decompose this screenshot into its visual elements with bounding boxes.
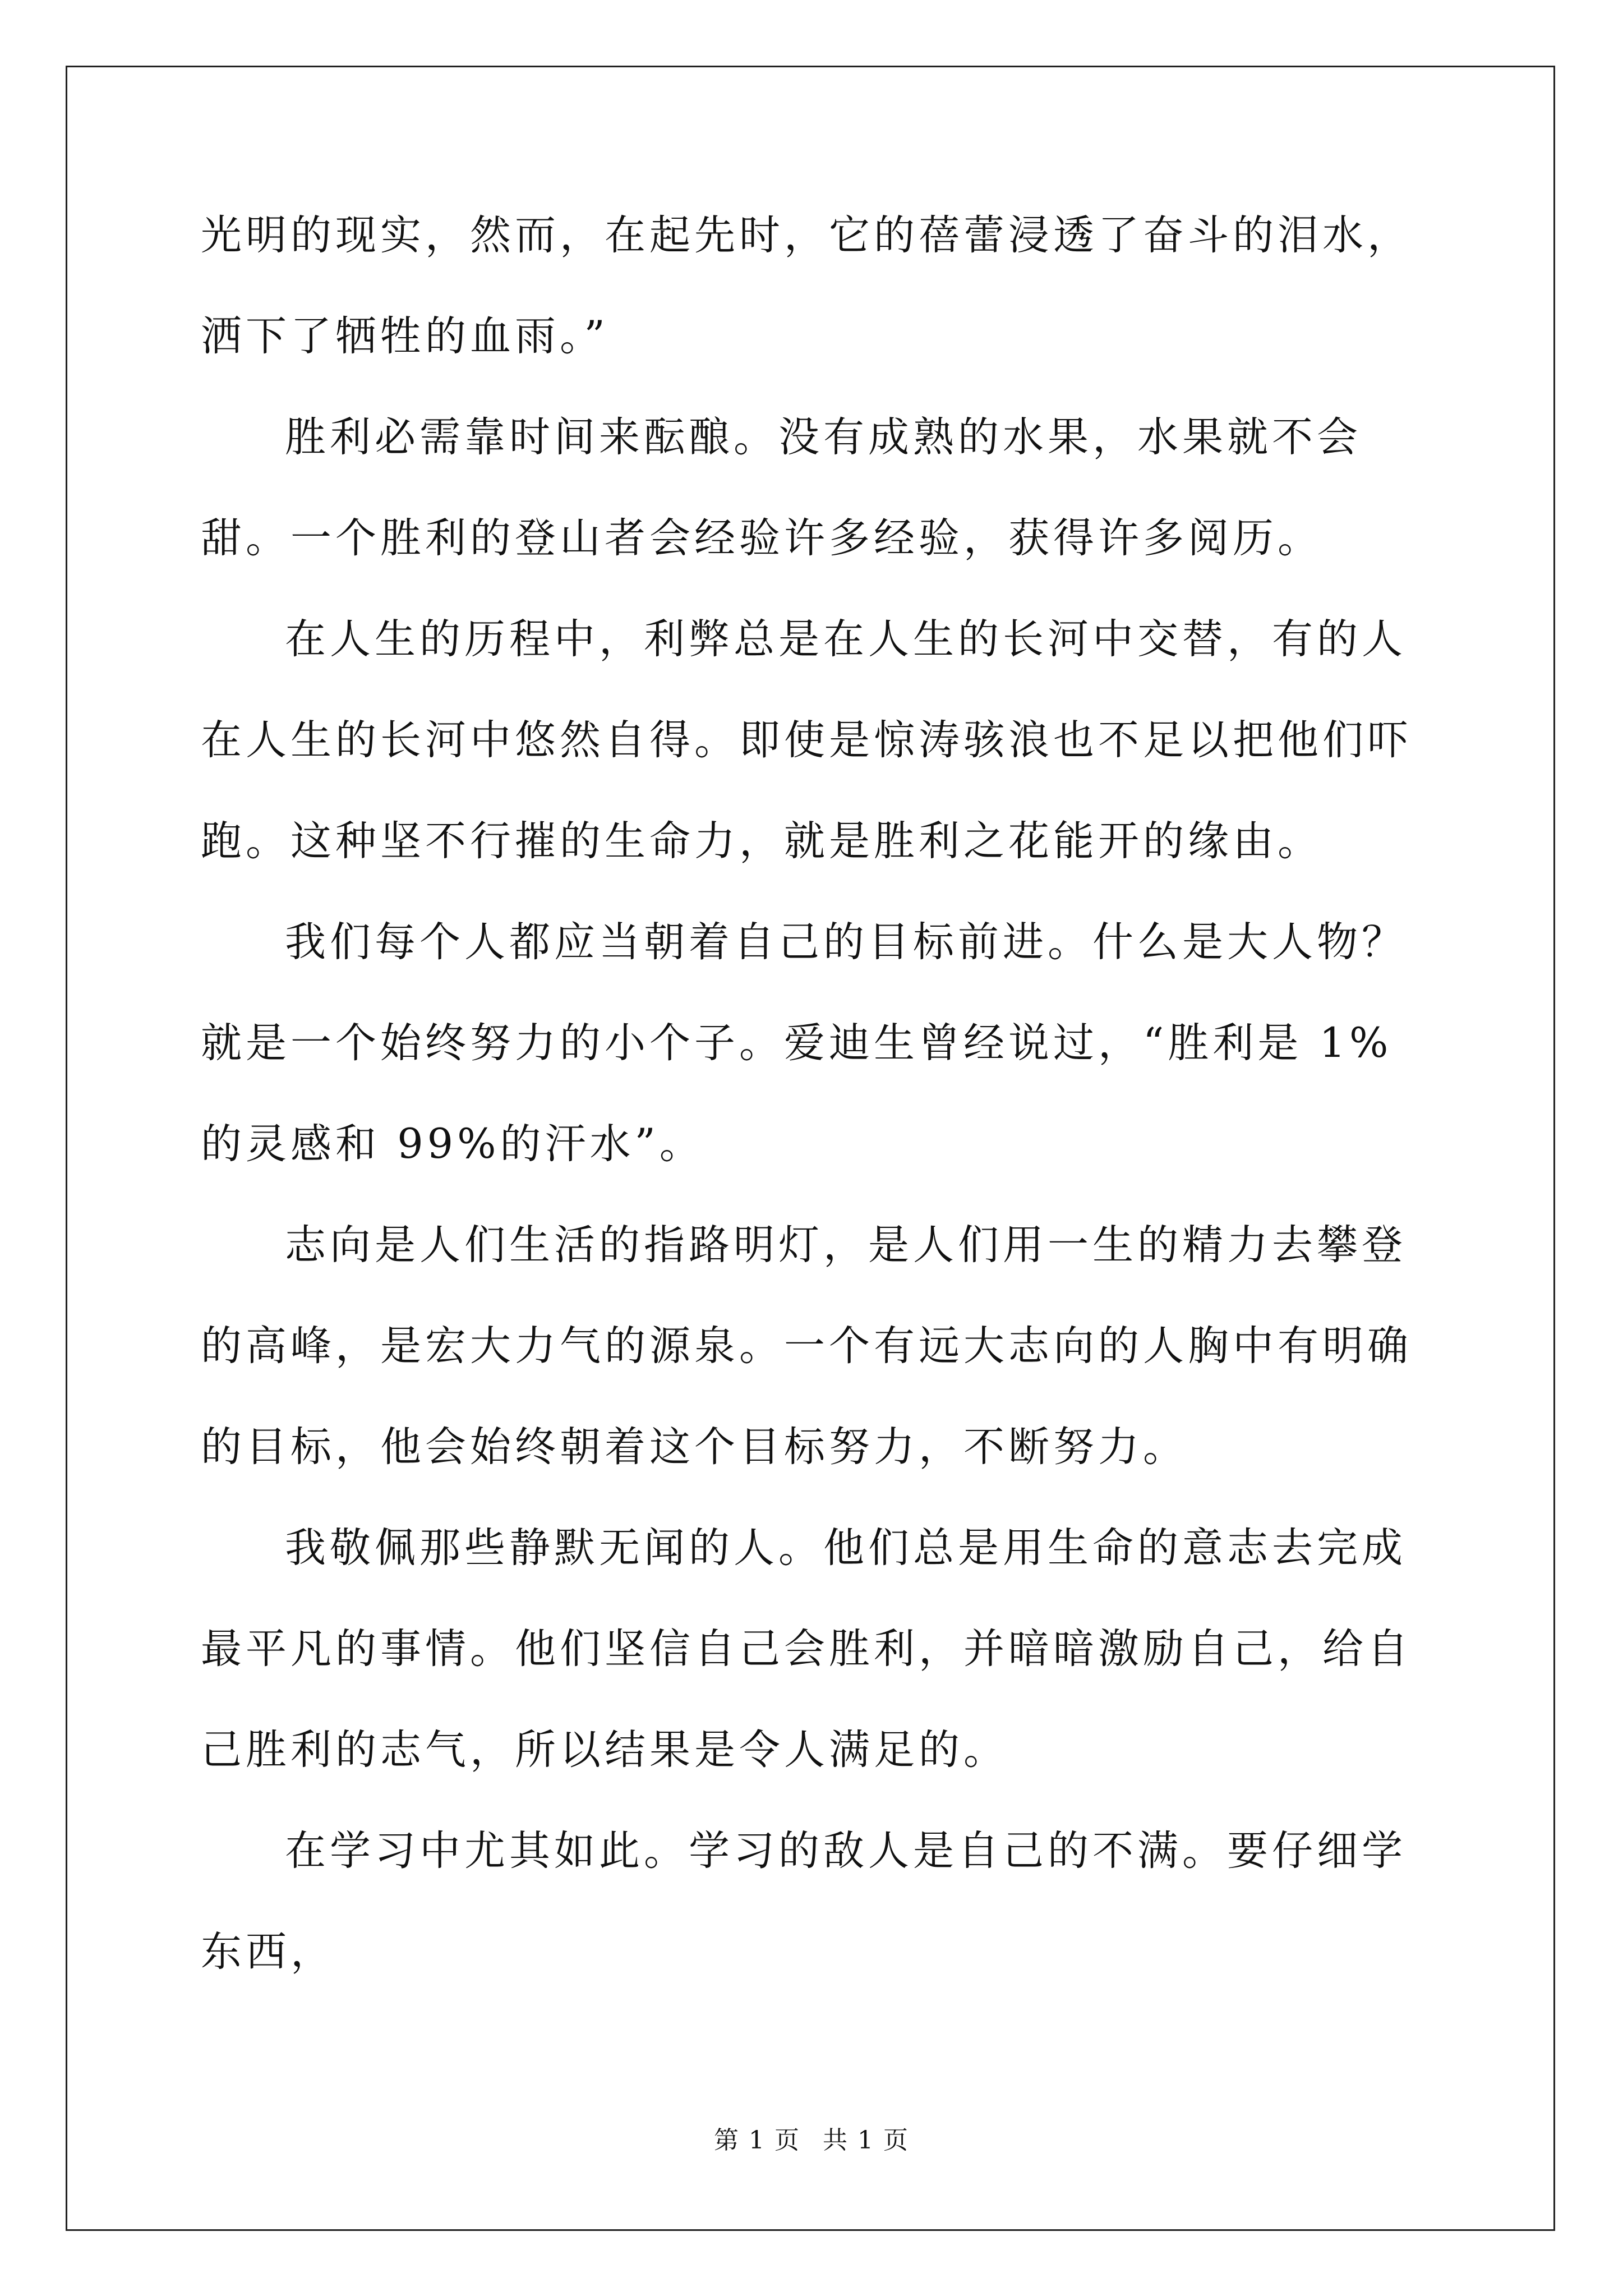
paragraph-1: 光明的现实，然而，在起先时，它的蓓蕾浸透了奋斗的泪水，洒下了牺牲的血雨。”: [201, 211, 1412, 360]
paragraph-6: 我敬佩那些静默无闻的人。他们总是用生命的意志去完成最平凡的事情。他们坚信自己会胜利，并暗暗激励自己，给自己胜利的志气，所以结果是令人满足的。: [201, 1524, 1412, 1774]
paragraph-3: 在人生的历程中，利弊总是在人生的长河中交替，有的人在人生的长河中悠然自得。即使是惊涛骇浪也不足以把他们吓跑。这种坚不行摧的生命力，就是胜利之花能开的缘由。: [201, 615, 1412, 865]
paragraph-2: 胜利必需靠时间来酝酿。没有成熟的水果，水果就不会甜。一个胜利的登山者会经验许多经验，获得许多阅历。: [201, 413, 1362, 562]
paragraph-7: 在学习中尤其如此。学习的敌人是自己的不满。要仔细学东西，: [201, 1827, 1407, 1976]
page-footer: [0, 2124, 1623, 2157]
page-number: 第 1 页: [714, 2126, 800, 2155]
page-total: 共 1 页: [823, 2126, 909, 2155]
document-body: [201, 185, 1432, 2003]
paragraph-5: 志向是人们生活的指路明灯，是人们用一生的精力去攀登的高峰，是宏大力气的源泉。一个有远大志向的人胸中有明确的目标，他会始终朝着这个目标努力，不断努力。: [201, 1221, 1412, 1471]
paragraph-4: 我们每个人都应当朝着自己的目标前进。什么是大人物？就是一个始终努力的小个子。爱迪生曾经说过，“胜利是 1%的灵感和 99%的汗水”。: [201, 918, 1407, 1168]
